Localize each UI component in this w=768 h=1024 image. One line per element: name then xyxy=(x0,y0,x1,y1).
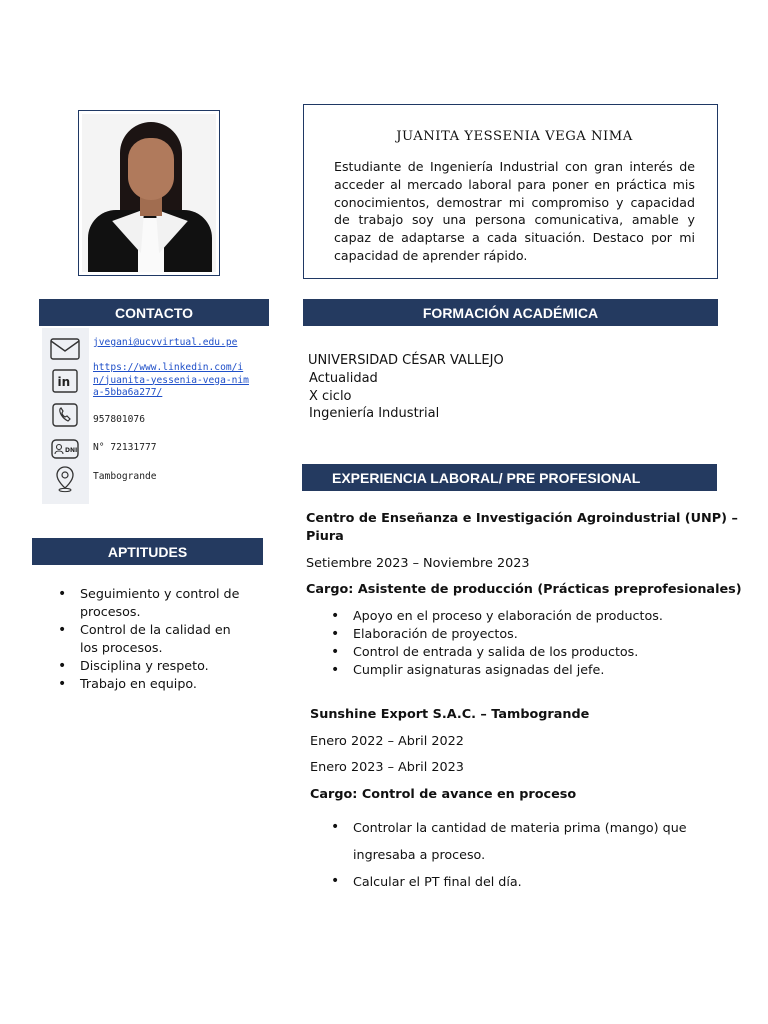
job-company: Centro de Enseñanza e Investigación Agroindustrial (UNP) – xyxy=(306,511,738,526)
svg-text:in: in xyxy=(57,375,71,389)
list-item: • Seguimiento y control de procesos. xyxy=(56,585,246,621)
profile-photo xyxy=(82,114,216,272)
university-name: UNIVERSIDAD CÉSAR VALLEJO xyxy=(308,353,504,368)
list-item: • Control de la calidad en los procesos. xyxy=(56,621,246,657)
role-title: Asistente de producción (Prácticas preprofesionales) xyxy=(357,582,742,597)
list-item: • Controlar la cantidad de materia prima (mango) que xyxy=(329,814,687,841)
education-cycle: X ciclo xyxy=(309,388,352,404)
profile-photo-frame xyxy=(78,110,220,276)
contact-heading: CONTACTO xyxy=(39,299,269,326)
job-dates: Enero 2022 – Abril 2022 xyxy=(310,734,464,749)
mail-icon xyxy=(50,336,80,362)
education-heading: FORMACIÓN ACADÉMICA xyxy=(303,299,718,326)
profile-box xyxy=(303,104,718,279)
role-title: Control de avance en proceso xyxy=(361,787,577,802)
list-item: • Disciplina y respeto. xyxy=(56,657,246,675)
profile-summary: Estudiante de Ingeniería Industrial con gran interés de acceder al mercado laboral para poner en práctica mis conocimientos, demostrar mi compromiso y capacidad de trabajo soy una persona comunicativa, amable y capaz de adaptarse a cada situación. Destaco por mi capacidad de aprender rápido. xyxy=(334,159,695,263)
dni-icon xyxy=(50,436,80,462)
linkedin-link[interactable]: https://www.linkedin.com/in/juanita-yessenia-vega-nima-5bba6a277/ xyxy=(93,362,249,398)
email-link[interactable]: jvegani@ucvvirtual.edu.pe xyxy=(93,337,238,348)
list-item: • Cumplir asignaturas asignadas del jefe. xyxy=(329,661,663,679)
list-item-continuation: ingresaba a proceso. xyxy=(353,847,486,862)
phone-icon xyxy=(50,402,80,428)
role-label: Cargo: xyxy=(310,787,358,802)
dni-number: N° 72131777 xyxy=(93,442,157,453)
linkedin-icon xyxy=(50,368,80,394)
contact-icon-column xyxy=(42,328,89,504)
list-item: • Elaboración de proyectos. xyxy=(329,625,663,643)
job-dates: Setiembre 2023 – Noviembre 2023 xyxy=(306,556,530,571)
job-task-list xyxy=(329,607,663,679)
candidate-name: JUANITA YESSENIA VEGA NIMA xyxy=(396,129,633,144)
skills-list xyxy=(56,585,246,693)
experience-heading: EXPERIENCIA LABORAL/ PRE PROFESIONAL xyxy=(302,464,717,491)
location-text: Tambogrande xyxy=(93,471,157,482)
education-career: Ingeniería Industrial xyxy=(309,406,440,422)
job-role xyxy=(306,582,742,597)
job-dates: Enero 2023 – Abril 2023 xyxy=(310,760,464,775)
skills-heading: APTITUDES xyxy=(32,538,263,565)
svg-text:DNI: DNI xyxy=(65,447,78,454)
job-company-cont: Piura xyxy=(306,529,344,544)
list-item: • Calcular el PT final del día. xyxy=(329,868,687,895)
job-role xyxy=(310,787,576,802)
location-icon xyxy=(50,466,80,492)
list-item: • Apoyo en el proceso y elaboración de productos. xyxy=(329,607,663,625)
list-item: • Trabajo en equipo. xyxy=(56,675,246,693)
phone-number: 957801076 xyxy=(93,414,145,425)
job-task-list xyxy=(329,814,687,895)
list-item: • Control de entrada y salida de los productos. xyxy=(329,643,663,661)
education-status: Actualidad xyxy=(309,370,378,386)
role-label: Cargo: xyxy=(306,582,354,597)
education-block xyxy=(308,352,504,423)
job-company: Sunshine Export S.A.C. – Tambogrande xyxy=(310,707,590,722)
